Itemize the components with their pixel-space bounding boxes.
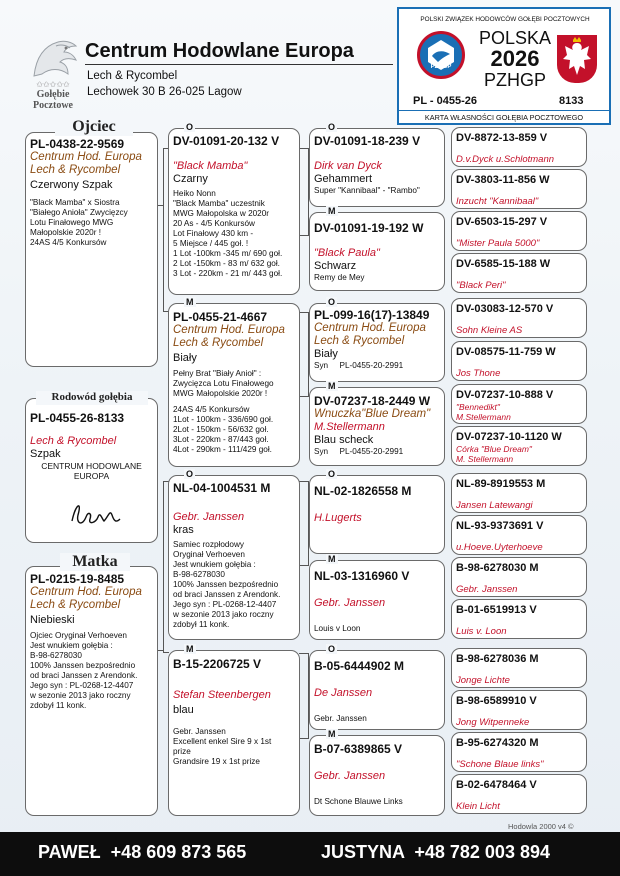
father-father-ring: DV-01091-20-132 V: [173, 134, 280, 148]
father-father-notes: Heiko Nonn "Black Mamba" uczestnik MWG Małopolska w 2020r 20 As - 4/5 Konkursów Lot Finałowy 430 km - 5 Miejsce / 445 goł. ! 1 Lot -100km -345 m/ 690 goł. 2 Lot -150km - 83 m/ 632 goł. 3 Lot - 220km - 21 m/ 443 goł.: [173, 189, 283, 278]
mother-father-breeder: Gebr. Janssen: [173, 511, 245, 523]
bird-ring: PL-0455-26-8133: [30, 411, 125, 425]
great-grandparent-box: NL-89-8919553 M Jansen Latewangi: [451, 473, 587, 513]
ancestor-ring: NL-02-1826558 M: [314, 484, 412, 498]
contact-footer: [0, 832, 620, 876]
ancestor-ring: NL-03-1316960 V: [314, 569, 410, 583]
father-father-name: "Black Mamba": [173, 160, 248, 172]
mother-box: [25, 566, 158, 816]
father-mother-breeder: Centrum Hod. Europa: [173, 324, 285, 336]
sex-marker-o: O: [328, 297, 336, 307]
ancestor-breeder: Centrum Hod. Europa: [314, 322, 426, 334]
ancestor-ring: B-05-6444902 M: [314, 659, 405, 673]
great-grandparent-box: DV-07237-10-888 V "Bennedikt" M.Stellermann: [451, 384, 587, 424]
ancestor-note: Remy de Mey: [314, 273, 365, 282]
sex-marker-o: O: [328, 122, 336, 132]
logo-stars: ✩✩✩✩✩: [36, 80, 70, 89]
ancestor-ring: DV-07237-18-2449 W: [314, 394, 431, 408]
ancestor-breeder: "Black Paula": [314, 247, 380, 259]
great-grandparent-box: DV-03083-12-570 V Sohn Kleine AS: [451, 298, 587, 338]
mother-color: Niebieski: [30, 614, 75, 626]
mother-father-color: kras: [173, 524, 194, 536]
great-grandparent-box: DV-08575-11-759 W Jos Thone: [451, 341, 587, 381]
card-ring: PL - 0455-26: [413, 95, 478, 107]
page-title: Centrum Hodowlane Europa: [85, 40, 354, 62]
sex-marker-m: M: [328, 381, 336, 391]
logo-text-2: Pocztowe: [33, 100, 73, 111]
sex-marker-m: M: [328, 729, 336, 739]
ancestor-breeder: Dirk van Dyck: [314, 160, 382, 172]
great-grandparent-box: DV-6585-15-188 W "Black Peri": [451, 253, 587, 293]
ancestor-box: [309, 475, 445, 554]
great-grandparent-box: B-98-6278036 M Jonge Lichte: [451, 648, 587, 688]
ancestor-color: Schwarz: [314, 260, 357, 272]
ancestor-breeder: Wnuczka"Blue Dream": [314, 408, 431, 420]
sex-marker-o: O: [328, 469, 336, 479]
great-grandparent-box: B-98-6278030 M Gebr. Janssen: [451, 557, 587, 597]
ancestor-box: [309, 560, 445, 640]
mother-mother-notes: Gebr. Janssen Excellent enkel Sire 9 x 1st prize Grandsire 19 x 1st prize: [173, 727, 272, 766]
logo: [22, 36, 84, 112]
ancestor-note: Louis v Loon: [314, 624, 361, 633]
father-ring: PL-0438-22-9569: [30, 137, 125, 151]
ancestor-box: [309, 387, 445, 466]
great-grandparent-box: NL-93-9373691 V u.Hoeve.Uyterhoeve: [451, 515, 587, 555]
signature-graphic: [66, 497, 126, 531]
father-label: Ojciec: [55, 118, 133, 136]
sex-marker-m: M: [328, 554, 336, 564]
ancestor-breeder: Gebr. Janssen: [314, 770, 386, 782]
father-breeder-2: Lech & Rycombel: [30, 164, 121, 176]
ownership-card: [397, 7, 611, 125]
sex-marker-m: M: [186, 297, 194, 307]
father-mother-breeder-2: Lech & Rycombel: [173, 337, 264, 349]
father-father-box: [168, 128, 300, 295]
great-grandparent-box: B-01-6519913 V Luis v. Loon: [451, 599, 587, 639]
mother-ring: PL-0215-19-8485: [30, 572, 125, 586]
connector-line: [299, 312, 309, 397]
father-mother-color: Biały: [173, 352, 197, 364]
sex-marker-m: M: [186, 644, 194, 654]
mother-father-box: [168, 475, 300, 640]
ancestor-breeder: Gebr. Janssen: [314, 597, 386, 609]
ancestor-box: [309, 735, 445, 816]
pzhgp-badge-icon: PZHGP: [417, 31, 465, 79]
ancestor-note: Syn PL-0455-20-2991: [314, 361, 404, 370]
ancestor-note: Dt Schone Blauwe Links: [314, 797, 403, 806]
great-grandparent-box: B-02-6478464 V Klein Licht: [451, 774, 587, 814]
eagle-logo-icon: [26, 36, 80, 80]
title-underline: [85, 64, 393, 65]
mother-notes: Ojciec Oryginał Verhoeven Jest wnukiem gołębia : B-98-6278030 100% Janssen bezpośrednio od braci Janssen z Arendonk. Jego syn : PL-0268-12-4407 w sezonie 2013 jako roczny zdobył 11 konk.: [30, 631, 138, 710]
sex-marker-o: O: [186, 469, 194, 479]
great-grandparent-box: B-98-6589910 V Jong Witpenneke: [451, 690, 587, 730]
mother-father-notes: Samiec rozpłodowy Oryginał Verhoeven Jest wnukiem gołębia : B-98-6278030 100% Janssen bezpośrednio od braci Janssen z Arendonk. Jego syn : PL-0268-12-4407 w sezonie 2013 jako roczny zdobył 11 konk.: [173, 540, 281, 629]
bird-box: [25, 398, 158, 543]
bird-color: Szpak: [30, 448, 61, 460]
polish-eagle-emblem-icon: [557, 35, 597, 83]
mother-mother-ring: B-15-2206725 V: [173, 657, 262, 671]
father-mother-notes: Pełny Brat "Biały Anioł" : Zwycięzca Lotu Finałowego MWG Małopolskie 2020r ! 24AS 4/5 Konkursów 1Lot - 100km - 336/690 goł. 2Lot - 150km - 56/632 goł. 3Lot - 220km - 87/443 goł. 4Lot - 290km - 111/429 goł.: [173, 369, 274, 454]
ancestor-breeder-2: Lech & Rycombel: [314, 335, 405, 347]
signature: [66, 497, 126, 531]
ancestor-ring: DV-01091-18-239 V: [314, 134, 421, 148]
ancestor-color: Blau scheck: [314, 434, 374, 446]
father-box: [25, 132, 158, 367]
ancestor-box: [309, 128, 445, 207]
ancestor-ring: B-07-6389865 V: [314, 742, 403, 756]
ancestor-color: Gehammert: [314, 173, 373, 185]
mother-breeder: Centrum Hod. Europa: [30, 586, 142, 598]
ancestor-ring: DV-01091-19-192 W: [314, 221, 424, 235]
great-grandparent-box: B-95-6274320 M "Schone Blaue links": [451, 732, 587, 772]
mother-mother-box: [168, 650, 300, 816]
logo-text-1: Gołębie: [36, 89, 70, 100]
pedigree-label: Rodowód gołębia: [36, 391, 148, 405]
ancestor-box: [309, 650, 445, 730]
connector-line: [299, 481, 309, 566]
great-grandparent-box: DV-3803-11-856 W Inzucht "Kannibaal": [451, 169, 587, 209]
ancestor-breeder: H.Lugerts: [314, 512, 362, 524]
card-year: 2026: [490, 46, 540, 71]
owner-address: Lechowek 30 B 26-025 Lagow: [87, 86, 242, 98]
ancestor-breeder: De Janssen: [314, 687, 373, 699]
ancestor-note: Super "Kannibaal" - "Rambo": [314, 186, 420, 195]
card-org: PZHGP: [483, 70, 546, 90]
card-union: POLSKI ZWIĄZEK HODOWCÓW GOŁĘBI POCZTOWYCH: [420, 16, 590, 23]
ancestor-note: Gebr. Janssen: [314, 714, 367, 723]
great-grandparent-box: DV-6503-15-297 V "Mister Paula 5000": [451, 211, 587, 251]
father-notes: "Black Mamba" x Siostra "Białego Anioła" Zwycięzcy Lotu Finałowego MWG Małopolskie 2020r ! 24AS 4/5 Konkursów: [30, 198, 128, 247]
mother-mother-color: blau: [173, 704, 194, 716]
bird-owner-line-1: CENTRUM HODOWLANE: [41, 461, 142, 471]
ancestor-ring: PL-099-16(17)-13849: [314, 308, 430, 322]
bird-owner-line-2: EUROPA: [73, 471, 110, 481]
great-grandparent-box: DV-8872-13-859 V D.v.Dyck u.Schlotmann: [451, 127, 587, 167]
mother-father-ring: NL-04-1004531 M: [173, 481, 271, 495]
connector-line: [299, 653, 309, 739]
contact-pawel: PAWEŁ +48 609 873 565: [38, 842, 247, 862]
father-breeder: Centrum Hod. Europa: [30, 151, 142, 163]
software-credit: Hodowla 2000 v4 ©: [508, 822, 574, 831]
sex-marker-o: O: [328, 644, 336, 654]
ancestor-box: [309, 303, 445, 382]
father-father-color: Czarny: [173, 173, 208, 185]
mother-mother-breeder: Stefan Steenbergen: [173, 689, 271, 701]
ancestor-color: Biały: [314, 348, 338, 360]
card-caption: KARTA WŁASNOŚCI GOŁĘBIA POCZTOWEGO: [399, 110, 609, 123]
contact-justyna: JUSTYNA +48 782 003 894: [321, 842, 550, 862]
connector-line: [299, 148, 309, 236]
ancestor-box: [309, 212, 445, 291]
sex-marker-o: O: [186, 122, 194, 132]
card-number: 8133: [559, 95, 584, 107]
mother-breeder-2: Lech & Rycombel: [30, 599, 121, 611]
father-color: Czerwony Szpak: [30, 179, 113, 191]
owner-name: Lech & Rycombel: [87, 70, 178, 82]
bird-breeder: Lech & Rycombel: [30, 435, 117, 447]
great-grandparent-box: DV-07237-10-1120 W Córka "Blue Dream" M. Stellermann: [451, 426, 587, 466]
ancestor-breeder-2: M.Stellermann: [314, 421, 385, 433]
father-mother-ring: PL-0455-21-4667: [173, 310, 268, 324]
card-country: POLSKA: [479, 28, 552, 48]
mother-label: Matka: [60, 553, 130, 571]
sex-marker-m: M: [328, 206, 336, 216]
father-mother-box: [168, 303, 300, 467]
ancestor-note: Syn PL-0455-20-2991: [314, 447, 404, 456]
